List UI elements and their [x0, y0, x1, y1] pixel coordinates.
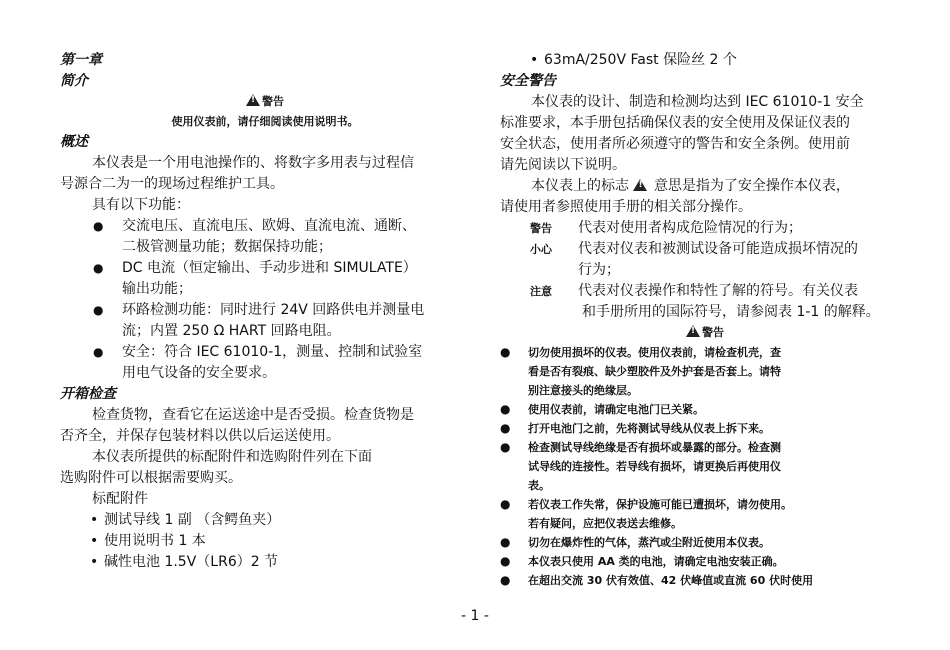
symbol-text: 本仪表上的标志: [531, 178, 629, 194]
warning-line: 表。: [528, 479, 550, 492]
warning-line: 检查测试导线绝缘是否有损坏或暴露的部分。检查测: [528, 441, 781, 454]
feature-item: [60, 300, 470, 321]
unpack-line: 选购附件可以根据需要购买。: [60, 470, 242, 486]
warning-triangle-icon: [246, 94, 260, 106]
feature-text: DC 电流（恒定输出、手动步进和 SIMULATE）: [122, 260, 417, 276]
warning-item: [500, 552, 910, 571]
feature-text-cont: 用电气设备的安全要求。: [122, 365, 276, 381]
term-label: 警告: [530, 222, 552, 235]
warning-item: [500, 419, 910, 438]
unpack-line: 本仪表所提供的标配附件和选购附件列在下面: [92, 449, 372, 465]
bullet-icon: ●: [500, 440, 511, 454]
chapter-heading: 第一章: [60, 52, 102, 68]
page-number: - 1 -: [461, 608, 489, 624]
warning-line: 若有疑问，应把仪表送去维修。: [528, 517, 682, 530]
feature-item: [60, 258, 470, 279]
warning-header: [500, 323, 910, 343]
feature-item: [60, 342, 470, 363]
term-label: 小心: [530, 243, 552, 256]
term-text-cont: 和手册所用的国际符号，请参阅表 1-1 的解释。: [582, 304, 880, 320]
term-text: 代表对使用者构成危险情况的行为；: [578, 220, 802, 236]
accessories-title: 标配附件: [92, 491, 148, 507]
safety-line: 标准要求，本手册包括确保仪表的安全使用及保证仪表的: [500, 115, 850, 131]
feature-text: 环路检测功能：同时进行 24V 回路供电并测量电: [122, 302, 425, 318]
feature-text: 安全：符合 IEC 61010-1，测量、控制和试验室: [122, 344, 423, 360]
bullet-icon: ●: [500, 554, 511, 568]
feature-text-cont: 流；内置 250 Ω HART 回路电阻。: [122, 323, 341, 339]
overview-line: 号源合二为一的现场过程维护工具。: [60, 176, 284, 192]
bullet-icon: ●: [500, 402, 511, 416]
bullet-icon: ●: [93, 303, 104, 317]
left-column: [60, 50, 470, 573]
accessory-item: [60, 531, 470, 552]
bullet-icon: ●: [500, 345, 511, 359]
term-item: [500, 218, 910, 239]
unpack-line: 检查货物，查看它在运送途中是否受损。检查货物是: [92, 407, 414, 423]
bullet-icon: •: [530, 52, 539, 68]
warning-text: 使用仪表前，请仔细阅读使用说明书。: [171, 115, 359, 128]
term-text: 代表对仪表操作和特性了解的符号。有关仪表: [578, 283, 858, 299]
warning-item: [500, 438, 910, 457]
bullet-icon: •: [90, 554, 99, 570]
accessory-text: 测试导线 1 副 （含鳄鱼夹）: [104, 512, 281, 528]
warning-line: 在超出交流 30 伏有效值、42 伏峰值或直流 60 伏时使用: [528, 574, 814, 587]
symbol-line: 请使用者参照使用手册的相关部分操作。: [500, 199, 752, 215]
accessory-text: 使用说明书 1 本: [104, 533, 206, 549]
warning-header: [60, 92, 470, 112]
accessory-item: [60, 552, 470, 573]
warning-title: 警告: [702, 326, 724, 339]
bullet-icon: •: [90, 533, 99, 549]
bullet-icon: ●: [500, 573, 511, 587]
warning-line: 打开电池门之前，先将测试导线从仪表上拆下来。: [528, 422, 770, 435]
bullet-icon: ●: [93, 345, 104, 359]
warning-item: [500, 400, 910, 419]
feature-text: 交流电压、直流电压、欧姆、直流电流、通断、: [122, 218, 416, 234]
warning-line: 看是否有裂痕、缺少塑胶件及外护套是否套上。请特: [528, 365, 781, 378]
warning-triangle-icon: [686, 325, 700, 337]
warning-line: 使用仪表前，请确定电池门已关紧。: [528, 403, 704, 416]
overview-line: 本仪表是一个用电池操作的、将数字多用表与过程信: [92, 155, 414, 171]
safety-line: 请先阅读以下说明。: [500, 157, 626, 173]
bullet-icon: ●: [500, 535, 511, 549]
symbol-line: [500, 176, 910, 197]
warning-title: 警告: [262, 95, 284, 108]
safety-heading: 安全警告: [500, 73, 556, 89]
feature-text-cont: 输出功能；: [122, 281, 192, 297]
feature-item: [60, 216, 470, 237]
overview-heading: 概述: [60, 134, 88, 150]
feature-text-cont: 二极管测量功能；数据保持功能；: [122, 239, 332, 255]
bullet-icon: ●: [500, 497, 511, 511]
warning-line: 若仪表工作失常，保护设施可能已遭损坏，请勿使用。: [528, 498, 792, 511]
term-item: [500, 281, 910, 302]
term-text-cont: 行为；: [578, 262, 620, 278]
safety-line: 安全状态，使用者所必须遵守的警告和安全条例。使用前: [500, 136, 850, 152]
warning-item: [500, 533, 910, 552]
bullet-icon: ●: [93, 219, 104, 233]
term-text: 代表对仪表和被测试设备可能造成损坏情况的: [578, 241, 858, 257]
right-column: [500, 50, 910, 590]
safety-line: 本仪表的设计、制造和检测均达到 IEC 61010-1 安全: [531, 94, 864, 110]
features-intro: 具有以下功能：: [92, 197, 190, 213]
intro-heading: 简介: [60, 73, 88, 89]
fuse-item: [500, 50, 910, 71]
bullet-icon: •: [90, 512, 99, 528]
unpack-heading: 开箱检查: [60, 386, 116, 402]
term-label: 注意: [530, 285, 552, 298]
warning-triangle-icon: [633, 179, 647, 191]
accessory-text: 碱性电池 1.5V（LR6）2 节: [104, 554, 279, 570]
symbol-text: 意思是指为了安全操作本仪表，: [653, 178, 850, 194]
warning-line: 切勿使用损坏的仪表。使用仪表前，请检查机壳，查: [528, 346, 781, 359]
bullet-icon: ●: [93, 261, 104, 275]
fuse-text: 63mA/250V Fast 保险丝 2 个: [544, 52, 737, 68]
accessory-item: [60, 510, 470, 531]
warning-item: [500, 495, 910, 514]
warning-line: 试导线的连接性。若导线有损坏，请更换后再使用仪: [528, 460, 781, 473]
warning-line: 切勿在爆炸性的气体，蒸汽或尘附近使用本仪表。: [528, 536, 770, 549]
warning-item: [500, 571, 910, 590]
warning-line: 别注意接头的绝缘层。: [528, 384, 638, 397]
warning-line: 本仪表只使用 AA 类的电池，请确定电池安装正确。: [528, 555, 784, 568]
bullet-icon: ●: [500, 421, 511, 435]
warning-item: [500, 343, 910, 362]
term-item: [500, 239, 910, 260]
unpack-line: 否齐全，并保存包装材料以供以后运送使用。: [60, 428, 340, 444]
